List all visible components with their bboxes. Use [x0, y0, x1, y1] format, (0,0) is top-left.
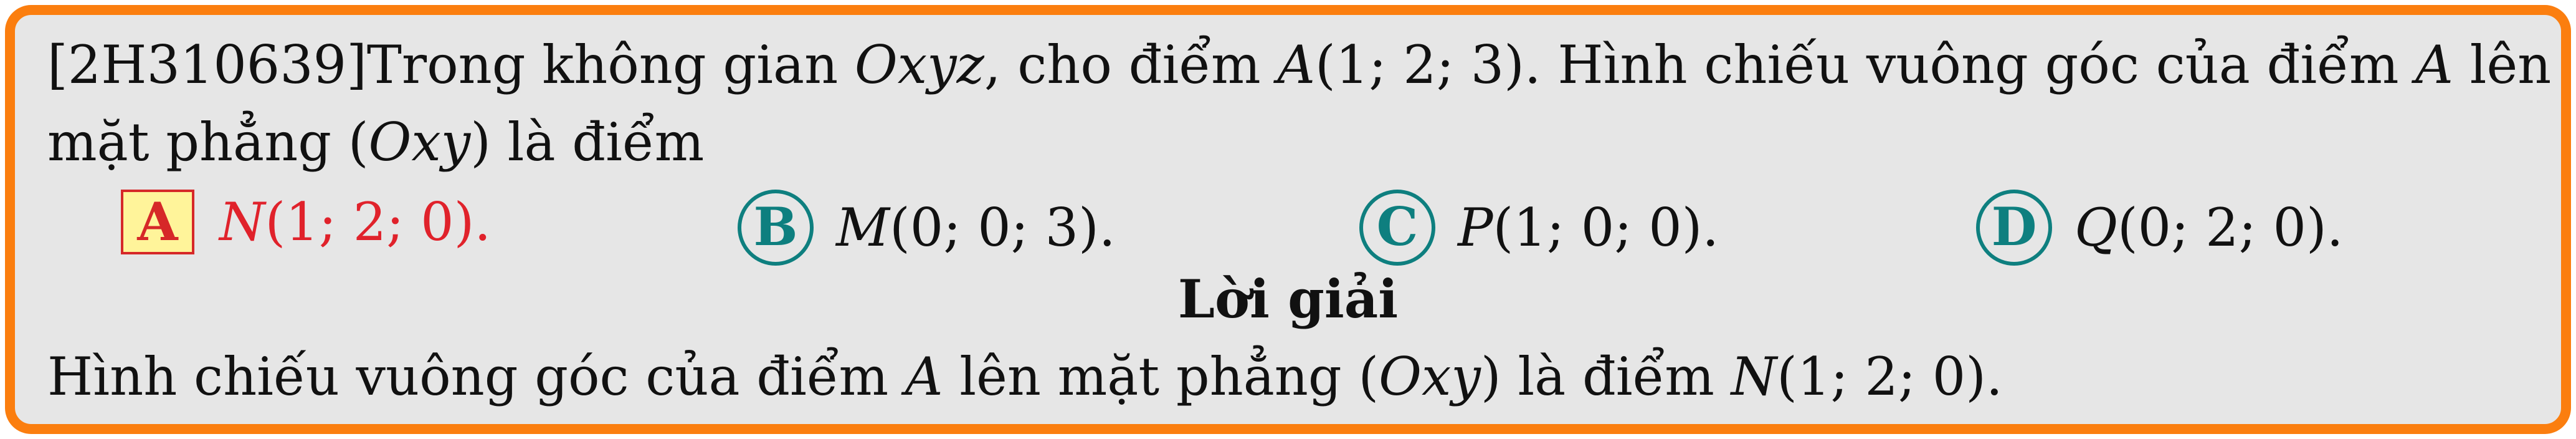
question-line-2	[47, 111, 704, 173]
choice-b-point: M	[836, 197, 890, 258]
choice-b-label: B	[738, 190, 814, 266]
solution-fragment: Hình chiếu vuông góc của điểm	[47, 346, 905, 407]
choice-a[interactable]	[121, 190, 491, 254]
question-text: . Hình chiếu vuông góc của điểm	[1524, 34, 2416, 95]
choice-c-point: P	[1458, 197, 1493, 258]
solution-answer-coords: (1; 2; 0).	[1777, 346, 2003, 407]
choice-a-coords: (1; 2; 0).	[265, 191, 492, 253]
question-card	[5, 5, 2571, 434]
choice-c-text	[1458, 196, 1719, 259]
solution-fragment: ) là điểm	[1480, 346, 1731, 407]
plane-name: Oxy	[368, 112, 471, 173]
question-text: Trong không gian	[366, 34, 855, 95]
choice-c-coords: (1; 0; 0).	[1493, 197, 1719, 258]
choice-b[interactable]	[738, 190, 1116, 266]
question-text: mặt phẳng (	[47, 112, 369, 173]
choice-c-label: C	[1359, 190, 1435, 266]
choice-b-text	[836, 196, 1116, 259]
choice-d-coords: (0; 2; 0).	[2117, 197, 2344, 258]
space-name: Oxyz	[854, 34, 984, 95]
choice-c[interactable]	[1359, 190, 1719, 266]
choice-d-label: D	[1976, 190, 2052, 266]
question-text: ) là điểm	[470, 112, 705, 173]
solution-plane: Oxy	[1379, 346, 1481, 407]
solution-fragment: lên mặt phẳng (	[943, 346, 1379, 407]
choice-a-label-selected: A	[121, 190, 194, 254]
solution-title: Lời giải	[1177, 268, 1399, 330]
point-name: A	[1277, 34, 1316, 95]
point-coords: (1; 2; 3)	[1315, 34, 1524, 95]
choice-d[interactable]	[1976, 190, 2343, 266]
choice-a-text	[219, 191, 491, 253]
choice-b-coords: (0; 0; 3).	[890, 197, 1116, 258]
question-line-1	[47, 34, 2551, 96]
solution-text	[47, 345, 2003, 408]
choice-d-point: Q	[2075, 197, 2117, 258]
solution-answer-point: N	[1731, 346, 1777, 407]
question-text: , cho điểm	[984, 34, 1278, 95]
question-text: lên	[2453, 34, 2552, 95]
question-id: [2H310639]	[47, 34, 367, 95]
choice-a-point: N	[219, 191, 265, 253]
solution-point: A	[905, 346, 943, 407]
point-name: A	[2415, 34, 2453, 95]
choice-d-text	[2075, 196, 2343, 259]
